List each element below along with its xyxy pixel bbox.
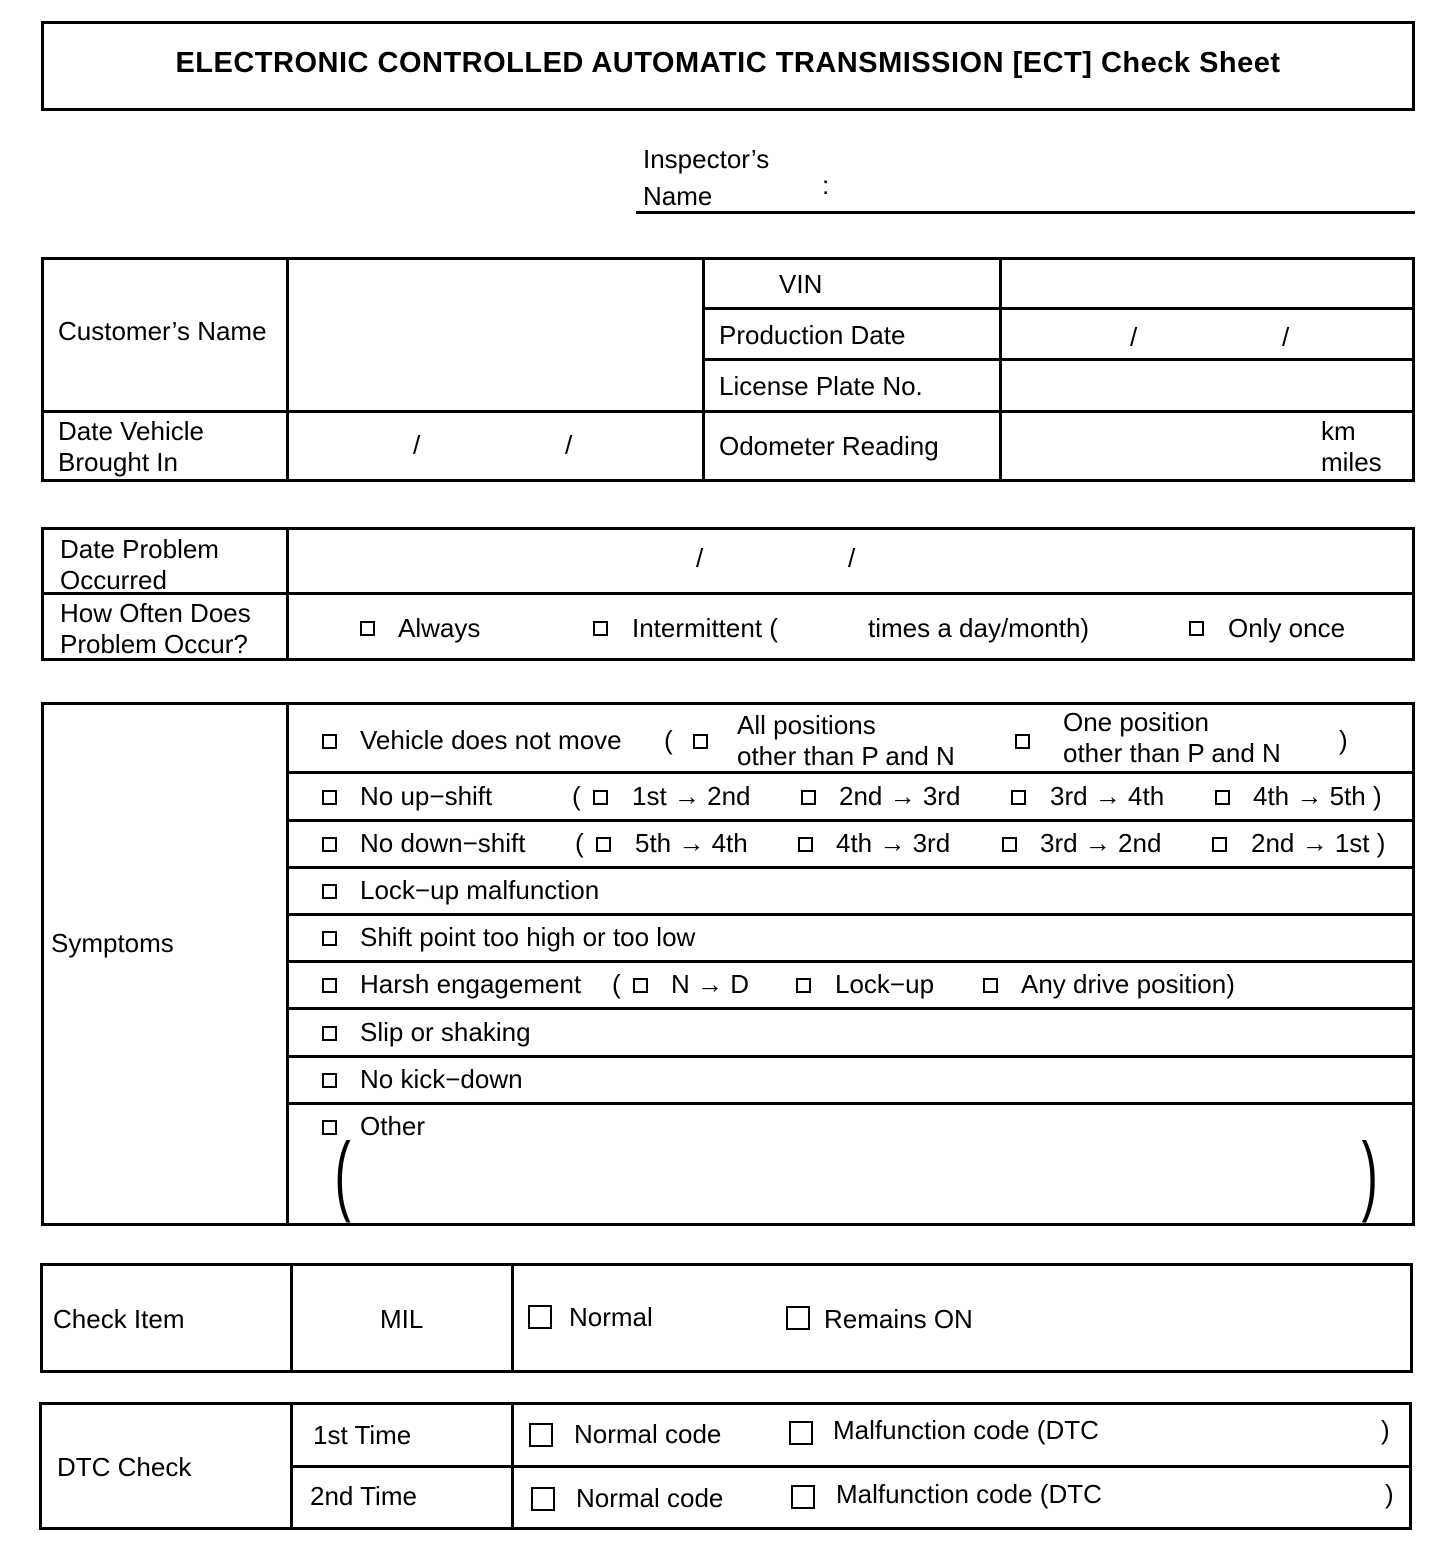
dtc-first-time-label: 1st Time [313,1420,412,1450]
no-downshift-open-paren: ( [575,828,584,858]
one-position-checkbox[interactable] [1015,734,1030,749]
mil-normal-label: Normal [569,1302,653,1332]
shift-point-label: Shift point too high or too low [360,922,696,952]
always-label: Always [398,613,481,643]
downshift-2-1-checkbox[interactable] [1212,837,1227,852]
downshift-3-2-checkbox[interactable] [1002,837,1017,852]
only-once-label: Only once [1228,613,1346,643]
inspector-label-line2: Name [643,181,713,211]
production-date-label: Production Date [719,320,906,350]
one-position-label-line2: other than P and N [1063,738,1281,768]
other-details-field[interactable] [380,1145,1340,1215]
always-checkbox[interactable] [360,621,375,636]
harsh-any-drive-checkbox[interactable] [983,978,998,993]
license-plate-field[interactable] [1003,362,1412,408]
no-downshift-label: No down−shift [360,828,526,858]
dtc-first-close-paren: ) [1381,1415,1390,1445]
upshift-1-2-label: 1st → 2nd [632,781,751,811]
mil-label: MIL [380,1304,424,1334]
dtc-first-malfunction-checkbox[interactable] [789,1421,813,1445]
harsh-lockup-label: Lock−up [835,969,935,999]
dtc-second-malfunction-label: Malfunction code (DTC [836,1479,1102,1509]
harsh-any-drive-label: Any drive position) [1021,969,1235,999]
vehicle-not-move-label: Vehicle does not move [360,725,622,755]
date-brought-in-slash-2: / [565,430,573,460]
date-problem-label-line1: Date Problem [60,534,219,564]
downshift-3-2-label: 3rd → 2nd [1040,828,1162,858]
inspector-label-line1: Inspector’s [643,144,770,174]
shift-point-checkbox[interactable] [322,931,337,946]
odometer-unit-miles: miles [1321,447,1382,477]
no-upshift-checkbox[interactable] [322,790,337,805]
vin-label: VIN [779,269,823,299]
production-date-slash-1: / [1130,322,1138,352]
mil-remains-on-checkbox[interactable] [786,1306,810,1330]
how-often-label-line1: How Often Does [60,598,251,628]
harsh-engagement-label: Harsh engagement [360,969,582,999]
upshift-3-4-checkbox[interactable] [1011,790,1026,805]
page-title: ELECTRONIC CONTROLLED AUTOMATIC TRANSMISSION [ECT] Check Sheet [175,47,1281,79]
mil-remains-on-label: Remains ON [824,1304,973,1334]
vehicle-not-move-checkbox[interactable] [322,734,337,749]
harsh-engagement-checkbox[interactable] [322,978,337,993]
upshift-4-5-label: 4th → 5th ) [1253,781,1382,811]
slip-shaking-label: Slip or shaking [360,1017,531,1047]
lockup-malfunction-checkbox[interactable] [322,884,337,899]
other-label: Other [360,1111,426,1141]
downshift-2-1-label: 2nd → 1st ) [1251,828,1386,858]
intermittent-checkbox[interactable] [593,621,608,636]
only-once-checkbox[interactable] [1189,621,1204,636]
production-date-slash-2: / [1282,322,1290,352]
customer-name-label: Customer’s Name [58,316,267,346]
vehicle-not-move-close-paren: ) [1339,725,1348,755]
downshift-4-3-label: 4th → 3rd [836,828,951,858]
inspector-name-field[interactable] [636,211,1415,214]
dtc-second-normal-label: Normal code [576,1483,724,1513]
date-brought-in-label-line1: Date Vehicle [58,416,204,446]
date-problem-label-line2: Occurred [60,565,167,595]
slip-shaking-checkbox[interactable] [322,1026,337,1041]
all-positions-label-line1: All positions [737,710,876,740]
dtc-second-normal-checkbox[interactable] [531,1487,555,1511]
date-problem-slash-1: / [696,543,704,573]
check-item-table [40,1263,1413,1373]
downshift-4-3-checkbox[interactable] [798,837,813,852]
date-brought-in-label-line2: Brought In [58,447,178,477]
no-kickdown-label: No kick−down [360,1064,523,1094]
date-brought-in-slash-1: / [413,430,421,460]
no-kickdown-checkbox[interactable] [322,1073,337,1088]
symptoms-label: Symptoms [51,928,174,958]
how-often-label-line2: Problem Occur? [60,629,248,659]
other-open-paren: ( [334,1124,351,1223]
no-upshift-open-paren: ( [572,781,581,811]
upshift-2-3-label: 2nd → 3rd [839,781,961,811]
dtc-second-malfunction-checkbox[interactable] [791,1485,815,1509]
downshift-5-4-checkbox[interactable] [596,837,611,852]
date-problem-slash-2: / [848,543,856,573]
check-item-label: Check Item [53,1304,185,1334]
upshift-1-2-checkbox[interactable] [593,790,608,805]
dtc-first-malfunction-label: Malfunction code (DTC [833,1415,1099,1445]
all-positions-checkbox[interactable] [693,734,708,749]
vin-field[interactable] [1003,260,1412,306]
all-positions-label-line2: other than P and N [737,741,955,771]
dtc-first-normal-checkbox[interactable] [529,1423,553,1447]
intermittent-label: Intermittent ( [632,613,778,643]
mil-normal-checkbox[interactable] [528,1305,552,1329]
inspector-colon: : [822,170,830,200]
dtc-second-close-paren: ) [1385,1479,1394,1509]
one-position-label-line1: One position [1063,707,1209,737]
customer-name-field[interactable] [290,260,700,408]
no-upshift-label: No up−shift [360,781,493,811]
downshift-5-4-label: 5th → 4th [635,828,748,858]
dtc-check-label: DTC Check [57,1452,192,1482]
harsh-n-d-checkbox[interactable] [633,978,648,993]
dtc-second-time-label: 2nd Time [310,1481,417,1511]
upshift-2-3-checkbox[interactable] [801,790,816,805]
license-plate-label: License Plate No. [719,371,923,401]
times-label: times a day/month) [868,613,1090,643]
other-close-paren: ) [1361,1124,1378,1223]
harsh-engagement-open-paren: ( [612,969,621,999]
odometer-label: Odometer Reading [719,431,939,461]
harsh-lockup-checkbox[interactable] [796,978,811,993]
odometer-unit-km: km [1321,416,1356,446]
upshift-4-5-checkbox[interactable] [1215,790,1230,805]
vehicle-not-move-open-paren: ( [664,725,673,755]
upshift-3-4-label: 3rd → 4th [1050,781,1165,811]
no-downshift-checkbox[interactable] [322,837,337,852]
lockup-malfunction-label: Lock−up malfunction [360,875,600,905]
dtc-first-normal-label: Normal code [574,1419,722,1449]
harsh-n-d-label: N → D [671,969,749,999]
